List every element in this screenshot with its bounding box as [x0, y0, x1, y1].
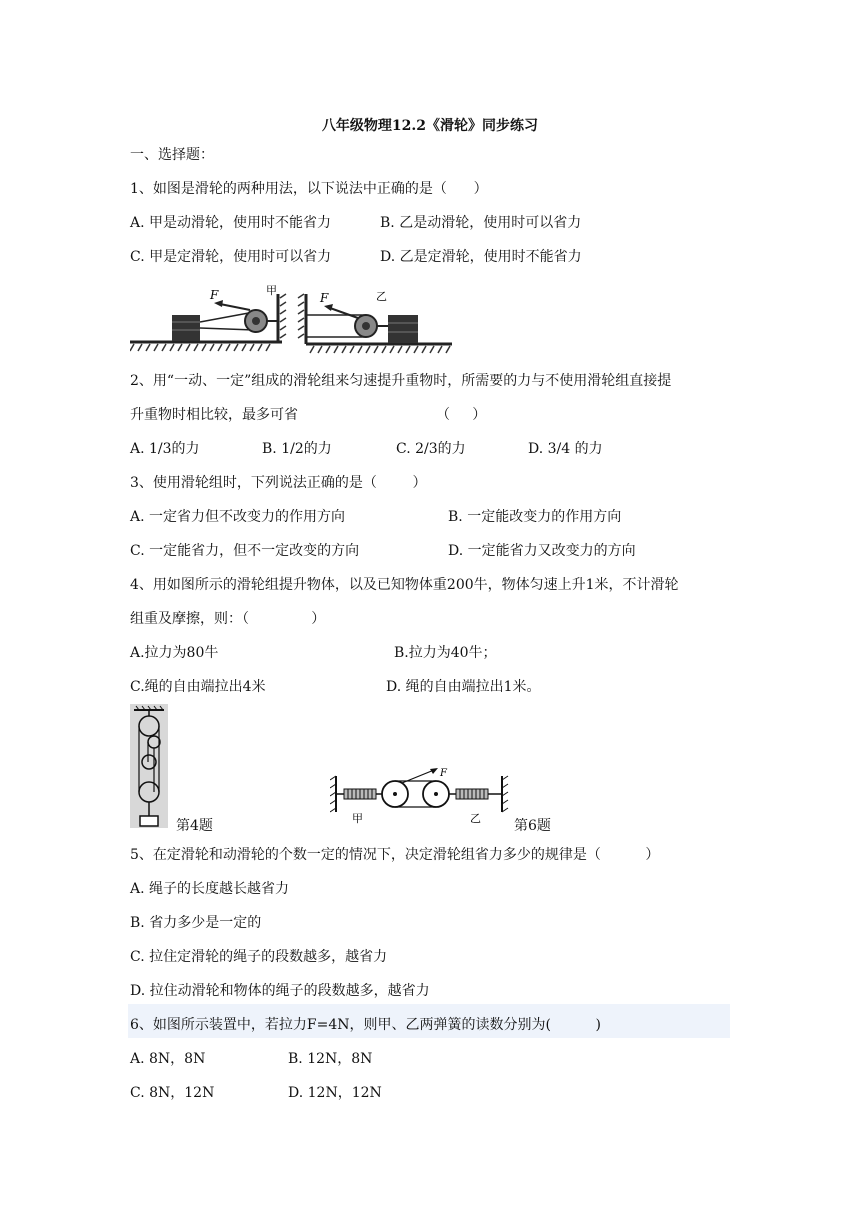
q5-option-d: D. 拉住动滑轮和物体的绳子的段数越多，越省力: [130, 983, 430, 999]
q4-pulley-figure: [130, 704, 168, 828]
q3-option-c: C. 一定能省力，但不一定改变的方向: [130, 543, 360, 559]
q1-fig-force-f2: F: [320, 291, 329, 305]
q1-fig-label-yi: 乙: [376, 290, 387, 303]
q3-option-a: A. 一定省力但不改变力的作用方向: [130, 509, 346, 525]
q5-option-a: A. 绳子的长度越长越省力: [130, 881, 290, 897]
fig4-caption: 第4题: [176, 818, 213, 834]
q5-option-b: B. 省力多少是一定的: [130, 915, 262, 931]
q3-option-d: D. 一定能省力又改变力的方向: [448, 543, 636, 559]
section-heading: 一、选择题：: [130, 147, 214, 163]
q6-fig-force-f: F: [440, 768, 447, 779]
q1-option-a: A. 甲是动滑轮，使用时不能省力: [130, 215, 332, 231]
q4-option-a: A.拉力为80牛: [130, 645, 219, 661]
q6-option-c: C. 8N，12N: [130, 1085, 215, 1101]
q1-option-b: B. 乙是动滑轮，使用时可以省力: [380, 215, 582, 231]
fig6-caption: 第6题: [514, 818, 551, 834]
q6-option-d: D. 12N，12N: [288, 1085, 382, 1101]
q2-stem-line1: 2、用“一动、一定”组成的滑轮组来匀速提升重物时，所需要的力与不使用滑轮组直接提: [130, 373, 672, 389]
q2-option-b: B. 1/2的力: [262, 441, 332, 457]
q6-stem: 6、如图所示装置中，若拉力F=4N，则甲、乙两弹簧的读数分别为( ): [130, 1017, 601, 1033]
q1-option-c: C. 甲是定滑轮，使用时可以省力: [130, 249, 332, 265]
q2-option-c: C. 2/3的力: [396, 441, 466, 457]
q5-option-c: C. 拉住定滑轮的绳子的段数越多，越省力: [130, 949, 388, 965]
q6-fig-label-yi: 乙: [470, 812, 481, 825]
q2-option-d: D. 3/4 的力: [528, 441, 603, 457]
q1-fig-force-f1: F: [210, 288, 219, 302]
q6-option-a: A. 8N，8N: [130, 1051, 206, 1067]
q2-option-a: A. 1/3的力: [130, 441, 200, 457]
q1-stem: 1、如图是滑轮的两种用法，以下说法中正确的是（ ）: [130, 181, 488, 197]
q4-option-b: B.拉力为40牛；: [394, 645, 497, 661]
q1-option-d: D. 乙是定滑轮，使用时不能省力: [380, 249, 582, 265]
q6-spring-pulley-figure: [330, 766, 510, 828]
q4-option-c: C.绳的自由端拉出4米: [130, 679, 266, 695]
page-title: 八年级物理12.2《滑轮》同步练习: [321, 118, 539, 134]
q4-stem-line2: 组重及摩擦，则：（ ）: [130, 611, 326, 627]
q1-pulley-figure: [130, 282, 452, 354]
q3-option-b: B. 一定能改变力的作用方向: [448, 509, 622, 525]
q4-stem-line1: 4、用如图所示的滑轮组提升物体，以及已知物体重200牛，物体匀速上升1米，不计滑轮: [130, 577, 679, 593]
q5-stem: 5、在定滑轮和动滑轮的个数一定的情况下，决定滑轮组省力多少的规律是（ ）: [130, 847, 660, 863]
q3-stem: 3、使用滑轮组时，下列说法正确的是（ ）: [130, 475, 427, 491]
q6-fig-label-jia: 甲: [352, 812, 363, 825]
q2-stem-line2: 升重物时相比较，最多可省 （ ）: [130, 407, 487, 423]
q1-fig-label-jia: 甲: [266, 284, 277, 297]
q6-option-b: B. 12N，8N: [288, 1051, 373, 1067]
q4-option-d: D. 绳的自由端拉出1米。: [386, 679, 541, 695]
